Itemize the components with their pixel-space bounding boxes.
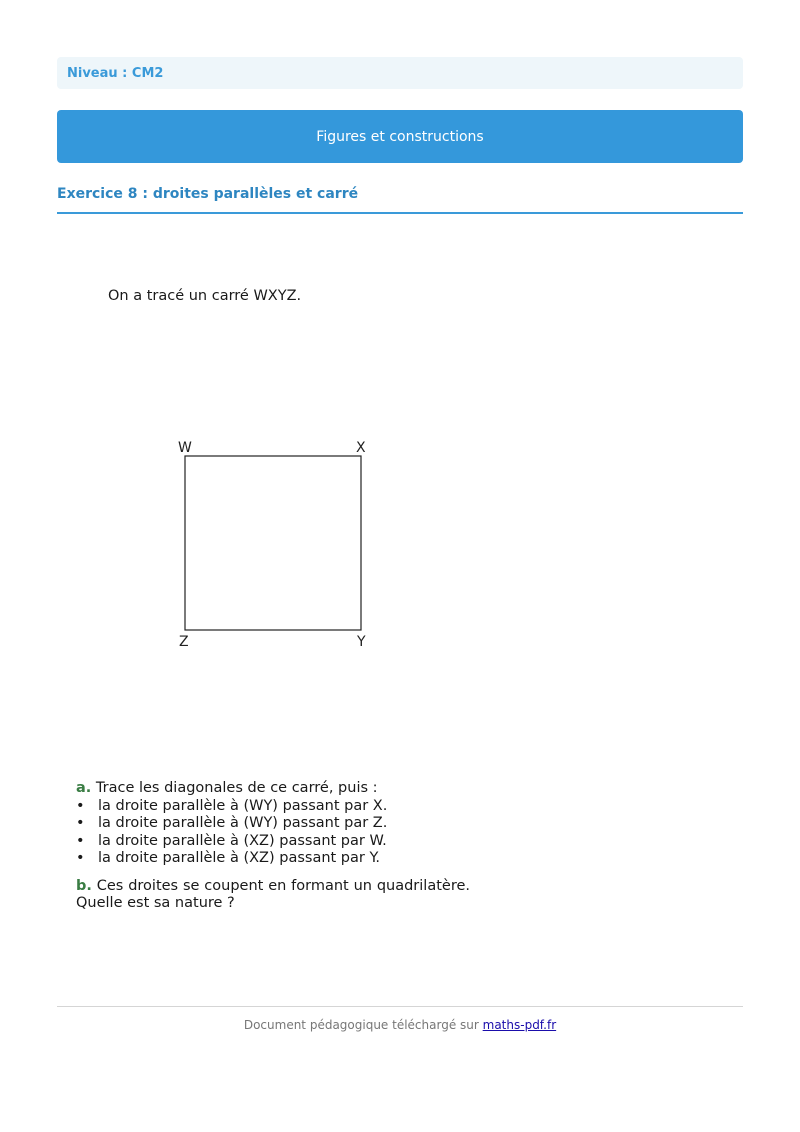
vertex-label-y: Y	[357, 634, 366, 650]
part-a-intro	[76, 780, 470, 798]
list-item	[76, 833, 470, 851]
footer-link[interactable]: maths-pdf.fr	[482, 1018, 557, 1032]
part-a-marker: a.	[76, 780, 92, 796]
vertex-label-w: W	[178, 440, 192, 456]
list-item	[76, 850, 470, 868]
square-figure	[170, 434, 385, 654]
vertex-label-x: X	[356, 440, 366, 456]
part-b-marker: b.	[76, 877, 92, 894]
part-b	[76, 878, 470, 913]
square-wxyz	[185, 456, 361, 630]
instructions-block	[76, 780, 470, 913]
vertex-label-z: Z	[179, 634, 189, 650]
exercise-heading	[57, 186, 743, 214]
exercise-intro: On a tracé un carré WXYZ.	[108, 288, 302, 304]
parallel-lines-list	[76, 798, 470, 868]
list-item	[76, 815, 470, 833]
list-item-text: la droite parallèle à (WY) passant par X.	[98, 797, 388, 814]
chapter-title: Figures et constructions	[316, 128, 484, 145]
list-item	[76, 798, 470, 816]
footer	[57, 1018, 743, 1032]
exercise-title: Exercice 8 : droites parallèles et carré	[57, 186, 359, 202]
bullet-icon: •	[76, 832, 85, 849]
level-label: Niveau : CM2	[67, 65, 164, 81]
list-item-text: la droite parallèle à (XZ) passant par W.	[98, 832, 387, 849]
list-item-text: la droite parallèle à (WY) passant par Z.	[98, 815, 388, 831]
footer-text: Document pédagogique téléchargé sur	[243, 1018, 483, 1032]
chapter-title-banner	[57, 110, 743, 163]
level-banner	[57, 57, 743, 89]
bullet-icon: •	[76, 850, 85, 866]
part-a-text: Trace les diagonales de ce carré, puis :	[95, 780, 378, 796]
bullet-icon: •	[76, 815, 85, 831]
bullet-icon: •	[76, 797, 85, 814]
list-item-text: la droite parallèle à (XZ) passant par Y.	[98, 850, 380, 866]
footer-divider	[57, 1006, 743, 1007]
part-b-text: Ces droites se coupent en formant un quadrilatère. Quelle est sa nature ?	[76, 877, 470, 911]
